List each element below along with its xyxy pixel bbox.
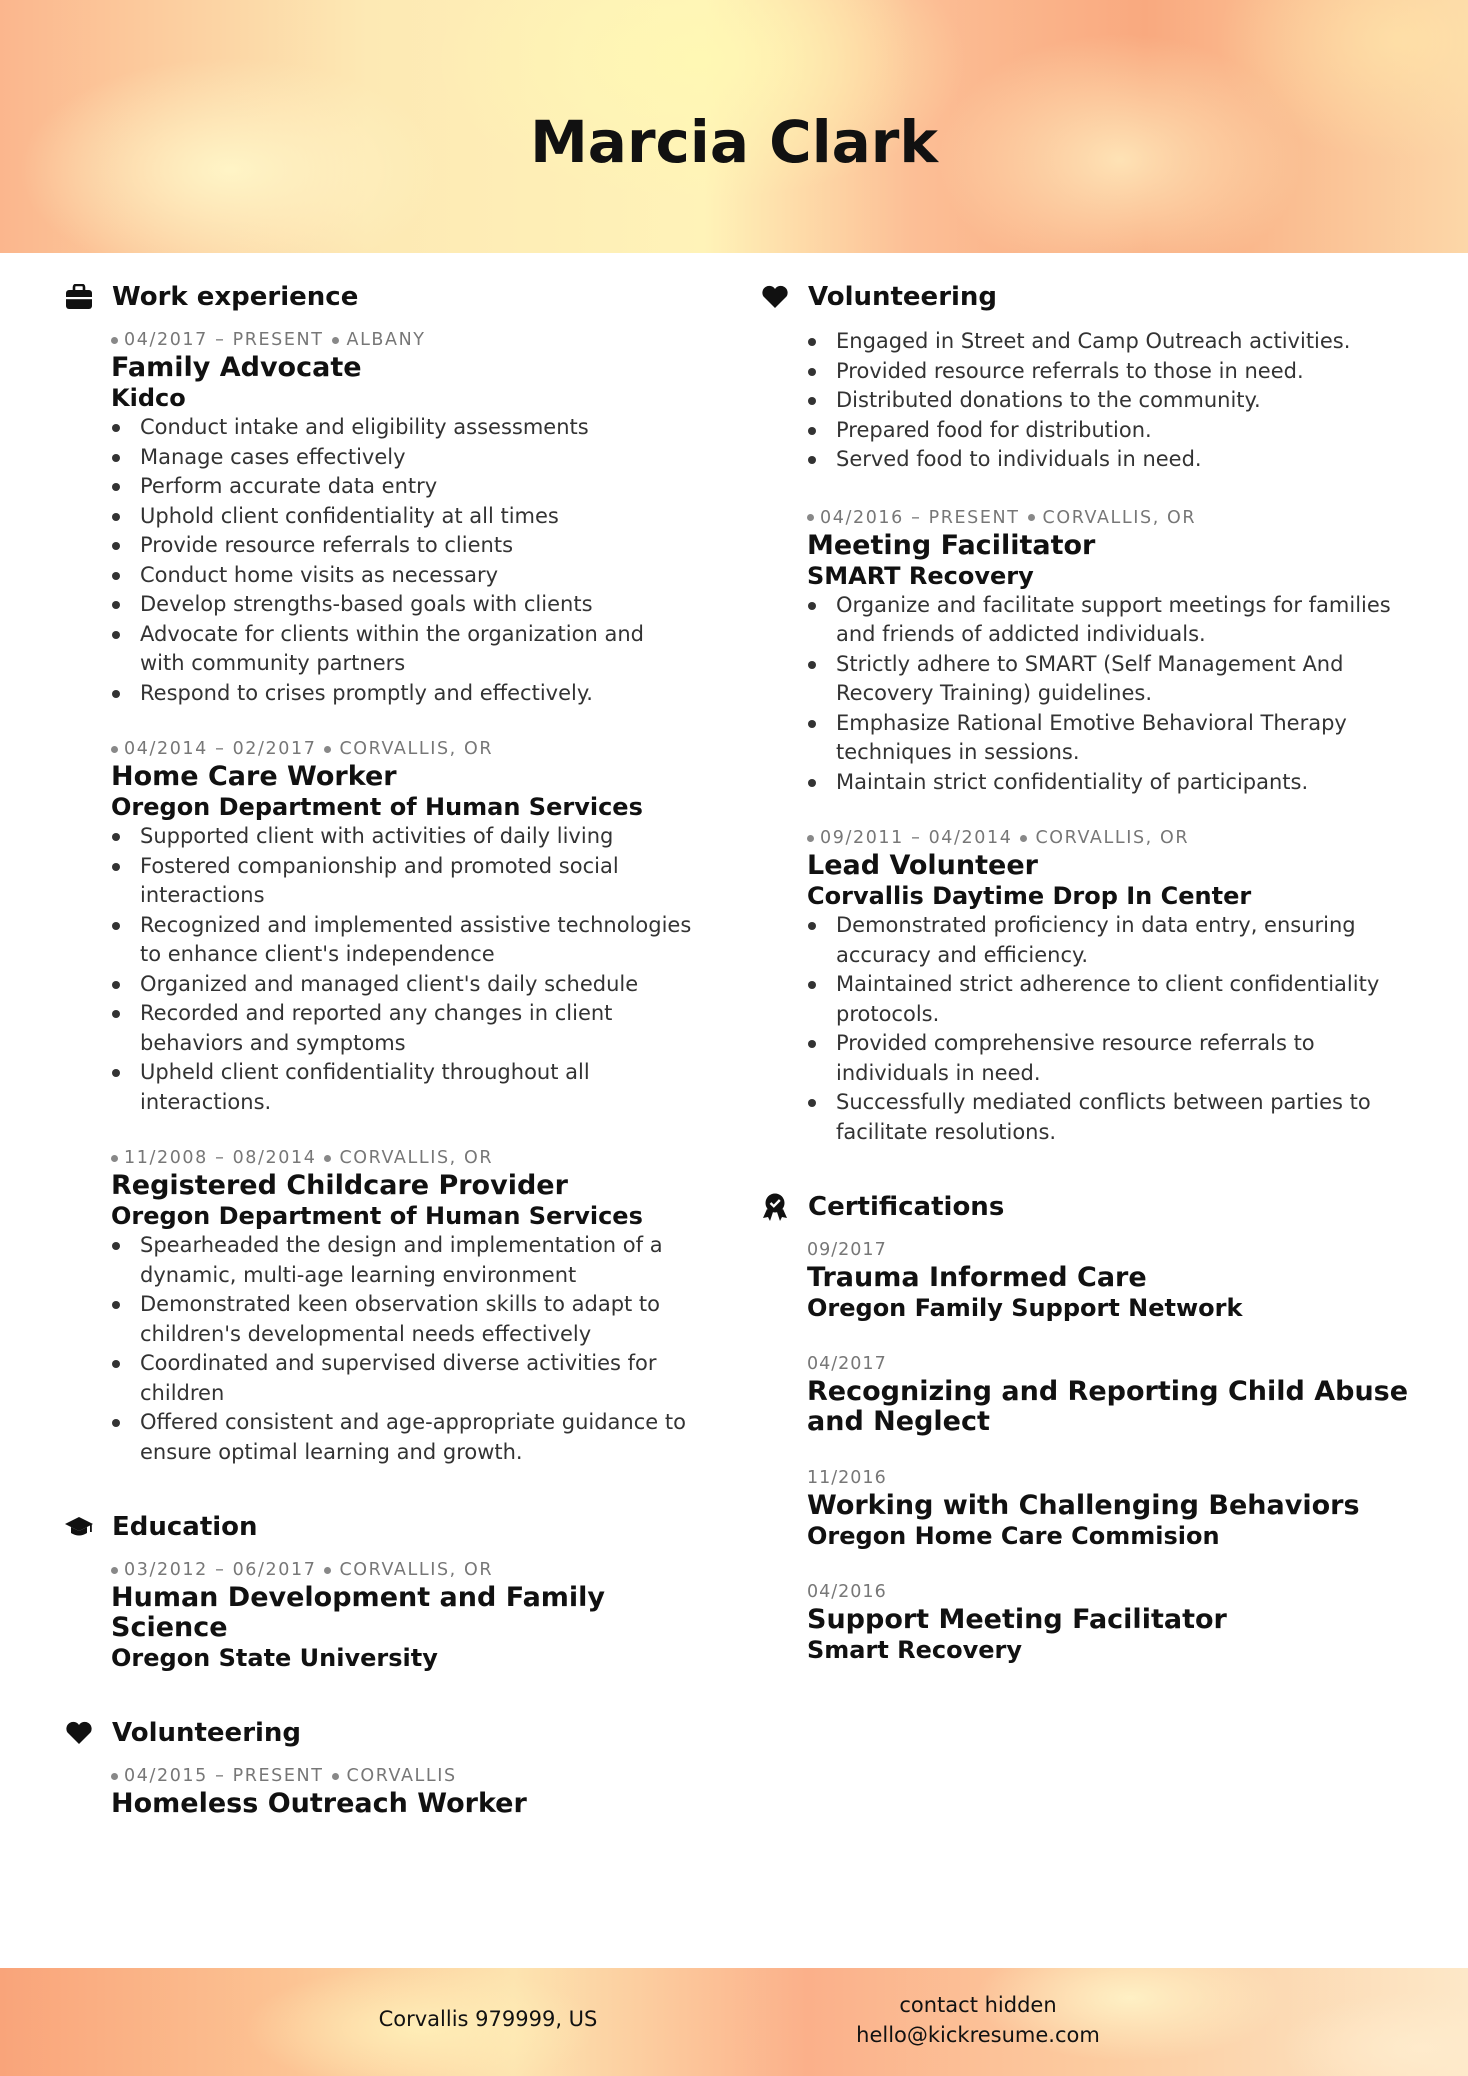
certification-title: Support Meeting Facilitator bbox=[807, 1604, 1227, 1635]
bullet-item: Organized and managed client's daily schedule bbox=[111, 970, 694, 1000]
bullet-dot bbox=[332, 1773, 339, 1780]
bullet-dot bbox=[111, 337, 118, 344]
section-header bbox=[64, 275, 694, 319]
briefcase-icon bbox=[64, 282, 94, 312]
bullet-item: Recorded and reported any changes in client behaviors and symptoms bbox=[111, 999, 694, 1058]
entry-meta bbox=[111, 327, 694, 353]
bullet-item: Offered consistent and age-appropriate guidance to ensure optimal learning and growth. bbox=[111, 1408, 694, 1467]
entry-organization: Corvallis Daytime Drop In Center bbox=[807, 882, 1252, 910]
entry-date: 04/2015 – PRESENT bbox=[124, 1766, 324, 1786]
education-section bbox=[64, 1505, 694, 1673]
bullet-item: Demonstrated proficiency in data entry, ensuring accuracy and efficiency. bbox=[807, 911, 1410, 970]
graduation-cap-icon bbox=[64, 1512, 94, 1542]
work-entries bbox=[64, 327, 694, 1467]
bullet-item: Strictly adhere to SMART (Self Management And Recovery Training) guidelines. bbox=[807, 650, 1410, 709]
bullet-dot bbox=[324, 746, 331, 753]
bullet-item: Provided comprehensive resource referrals to individuals in need. bbox=[807, 1029, 1410, 1088]
section-header bbox=[760, 275, 1410, 319]
entry-organization: SMART Recovery bbox=[807, 561, 1034, 590]
entry-location: ALBANY bbox=[346, 330, 426, 350]
bullet-item: Recognized and implemented assistive technologies to enhance client's independence bbox=[111, 911, 694, 970]
bullet-item: Prepared food for distribution. bbox=[807, 416, 1410, 446]
entry-date: 04/2014 – 02/2017 bbox=[124, 739, 317, 759]
section-header bbox=[64, 1505, 694, 1549]
entry-role: Home Care Worker bbox=[111, 761, 397, 792]
certification-date: 04/2016 bbox=[807, 1582, 887, 1602]
entry-meta bbox=[111, 1145, 694, 1171]
entry-role: Homeless Outreach Worker bbox=[111, 1788, 527, 1819]
footer-banner bbox=[0, 1968, 1468, 2076]
bullet-item: Served food to individuals in need. bbox=[807, 445, 1410, 475]
heart-icon bbox=[760, 282, 790, 312]
entry-meta bbox=[807, 825, 1410, 851]
bullet-list bbox=[807, 911, 1410, 1147]
certification-item bbox=[807, 1579, 1410, 1665]
bullet-dot bbox=[111, 746, 118, 753]
bullet-dot bbox=[324, 1155, 331, 1162]
entry-meta bbox=[807, 505, 1410, 531]
certifications-section bbox=[760, 1185, 1410, 1665]
bullet-item: Fostered companionship and promoted social interactions bbox=[111, 852, 694, 911]
bullet-item: Provided resource referrals to those in need. bbox=[807, 357, 1410, 387]
bullet-dot bbox=[111, 1155, 118, 1162]
certification-entries bbox=[760, 1237, 1410, 1665]
candidate-name: Marcia Clark bbox=[530, 108, 938, 176]
bullet-item: Maintain strict confidentiality of participants. bbox=[807, 768, 1410, 798]
bullet-dot bbox=[111, 1773, 118, 1780]
volunteering-intro bbox=[807, 327, 1410, 475]
certification-organization: Oregon Family Support Network bbox=[807, 1294, 1243, 1322]
entry-location: CORVALLIS, OR bbox=[1035, 828, 1190, 848]
entry-meta bbox=[111, 736, 694, 762]
certification-title: Recognizing and Reporting Child Abuse and Neglect bbox=[807, 1376, 1409, 1437]
certification-item bbox=[807, 1351, 1410, 1437]
entry-meta bbox=[111, 1763, 694, 1789]
bullet-item: Develop strengths-based goals with clients bbox=[111, 590, 694, 620]
entry bbox=[111, 1145, 694, 1467]
bullet-dot bbox=[1020, 835, 1027, 842]
entry-location: CORVALLIS, OR bbox=[339, 739, 494, 759]
volunteering-entries bbox=[760, 327, 1410, 1147]
bullet-dot bbox=[324, 1567, 331, 1574]
award-icon bbox=[760, 1192, 790, 1222]
certification-item bbox=[807, 1465, 1410, 1551]
certification-item bbox=[807, 1237, 1410, 1323]
bullet-item: Provide resource referrals to clients bbox=[111, 531, 694, 561]
section-header bbox=[760, 1185, 1410, 1229]
certification-title: Trauma Informed Care bbox=[807, 1262, 1147, 1293]
bullet-item: Conduct intake and eligibility assessments bbox=[111, 413, 694, 443]
entry-location: CORVALLIS, OR bbox=[1042, 507, 1197, 528]
entry-date: 11/2008 – 08/2014 bbox=[124, 1148, 317, 1168]
certification-date: 11/2016 bbox=[807, 1468, 887, 1488]
bullet-dot bbox=[807, 514, 814, 521]
bullet-item: Conduct home visits as necessary bbox=[111, 561, 694, 591]
work-experience-section bbox=[64, 275, 694, 1467]
bullet-item: Spearheaded the design and implementation of a dynamic, multi-age learning environment bbox=[111, 1231, 694, 1290]
bullet-item: Advocate for clients within the organization and with community partners bbox=[111, 620, 694, 679]
entry bbox=[111, 1763, 694, 1819]
bullet-item: Engaged in Street and Camp Outreach activities. bbox=[807, 327, 1410, 357]
entry-date: 04/2016 – PRESENT bbox=[820, 507, 1020, 528]
bullet-dot bbox=[111, 1567, 118, 1574]
right-column bbox=[760, 275, 1410, 1703]
header-banner bbox=[0, 0, 1468, 253]
entry-role: Human Development and Family Science bbox=[111, 1582, 606, 1643]
bullet-item: Perform accurate data entry bbox=[111, 472, 694, 502]
bullet-item: Maintained strict adherence to client confidentiality protocols. bbox=[807, 970, 1410, 1029]
entry bbox=[111, 327, 694, 708]
bullet-list bbox=[111, 413, 694, 708]
footer-contact: contact hidden bbox=[899, 1993, 1057, 2017]
entry-date: 09/2011 – 04/2014 bbox=[820, 828, 1013, 848]
bullet-item: Demonstrated keen observation skills to adapt to children's developmental needs effectively bbox=[111, 1290, 694, 1349]
footer-email: hello@kickresume.com bbox=[856, 2023, 1100, 2047]
heart-icon bbox=[64, 1718, 94, 1748]
certification-organization: Smart Recovery bbox=[807, 1636, 1023, 1664]
bullet-dot bbox=[807, 835, 814, 842]
bullet-item: Manage cases effectively bbox=[111, 443, 694, 473]
bullet-dot bbox=[332, 337, 339, 344]
bullet-dot bbox=[1028, 514, 1035, 521]
bullet-list bbox=[111, 822, 694, 1117]
bullet-list bbox=[807, 327, 1410, 475]
certification-organization: Oregon Home Care Commision bbox=[807, 1522, 1220, 1550]
entry-location: CORVALLIS bbox=[346, 1766, 457, 1786]
section-title: Work experience bbox=[112, 282, 359, 312]
certification-title: Working with Challenging Behaviors bbox=[807, 1490, 1360, 1521]
certification-date: 09/2017 bbox=[807, 1240, 887, 1260]
bullet-item: Coordinated and supervised diverse activities for children bbox=[111, 1349, 694, 1408]
section-title: Volunteering bbox=[112, 1718, 302, 1748]
bullet-list bbox=[111, 1231, 694, 1467]
entry-role: Family Advocate bbox=[111, 352, 362, 383]
bullet-item: Distributed donations to the community. bbox=[807, 386, 1410, 416]
section-title: Certifications bbox=[808, 1192, 1005, 1222]
entry-organization: Oregon Department of Human Services bbox=[111, 1202, 643, 1230]
bullet-item: Respond to crises promptly and effectively. bbox=[111, 679, 694, 709]
bullet-item: Supported client with activities of daily living bbox=[111, 822, 694, 852]
entry bbox=[807, 825, 1410, 1147]
bullet-item: Emphasize Rational Emotive Behavioral Therapy techniques in sessions. bbox=[807, 709, 1410, 768]
education-entries bbox=[64, 1557, 694, 1673]
entry-role: Registered Childcare Provider bbox=[111, 1170, 568, 1201]
entry-location: CORVALLIS, OR bbox=[339, 1560, 494, 1580]
volunteering-entries bbox=[64, 1763, 694, 1819]
entry-role: Meeting Facilitator bbox=[807, 529, 1096, 561]
entry-location: CORVALLIS, OR bbox=[339, 1148, 494, 1168]
entry-organization: Kidco bbox=[111, 384, 186, 412]
bullet-item: Upheld client confidentiality throughout all interactions. bbox=[111, 1058, 694, 1117]
entry-organization: Oregon Department of Human Services bbox=[111, 793, 643, 821]
volunteering-left-section bbox=[64, 1711, 694, 1819]
bullet-list bbox=[807, 591, 1410, 798]
section-title: Education bbox=[112, 1512, 258, 1542]
entry-date: 03/2012 – 06/2017 bbox=[124, 1560, 317, 1580]
section-header bbox=[64, 1711, 694, 1755]
entry-organization: Oregon State University bbox=[111, 1644, 438, 1672]
left-column bbox=[64, 275, 694, 1857]
bullet-item: Organize and facilitate support meetings for families and friends of addicted individuals. bbox=[807, 591, 1410, 650]
certification-date: 04/2017 bbox=[807, 1354, 887, 1374]
entry-role: Lead Volunteer bbox=[807, 850, 1038, 881]
entry bbox=[111, 736, 694, 1117]
entry bbox=[111, 1557, 694, 1673]
footer-address: Corvallis 979999, US bbox=[378, 2007, 598, 2031]
entry bbox=[807, 505, 1410, 798]
bullet-item: Uphold client confidentiality at all times bbox=[111, 502, 694, 532]
entry-meta bbox=[111, 1557, 694, 1583]
volunteering-right-section bbox=[760, 275, 1410, 1147]
bullet-item: Successfully mediated conflicts between parties to facilitate resolutions. bbox=[807, 1088, 1410, 1147]
entry-date: 04/2017 – PRESENT bbox=[124, 330, 324, 350]
section-title: Volunteering bbox=[808, 282, 998, 312]
